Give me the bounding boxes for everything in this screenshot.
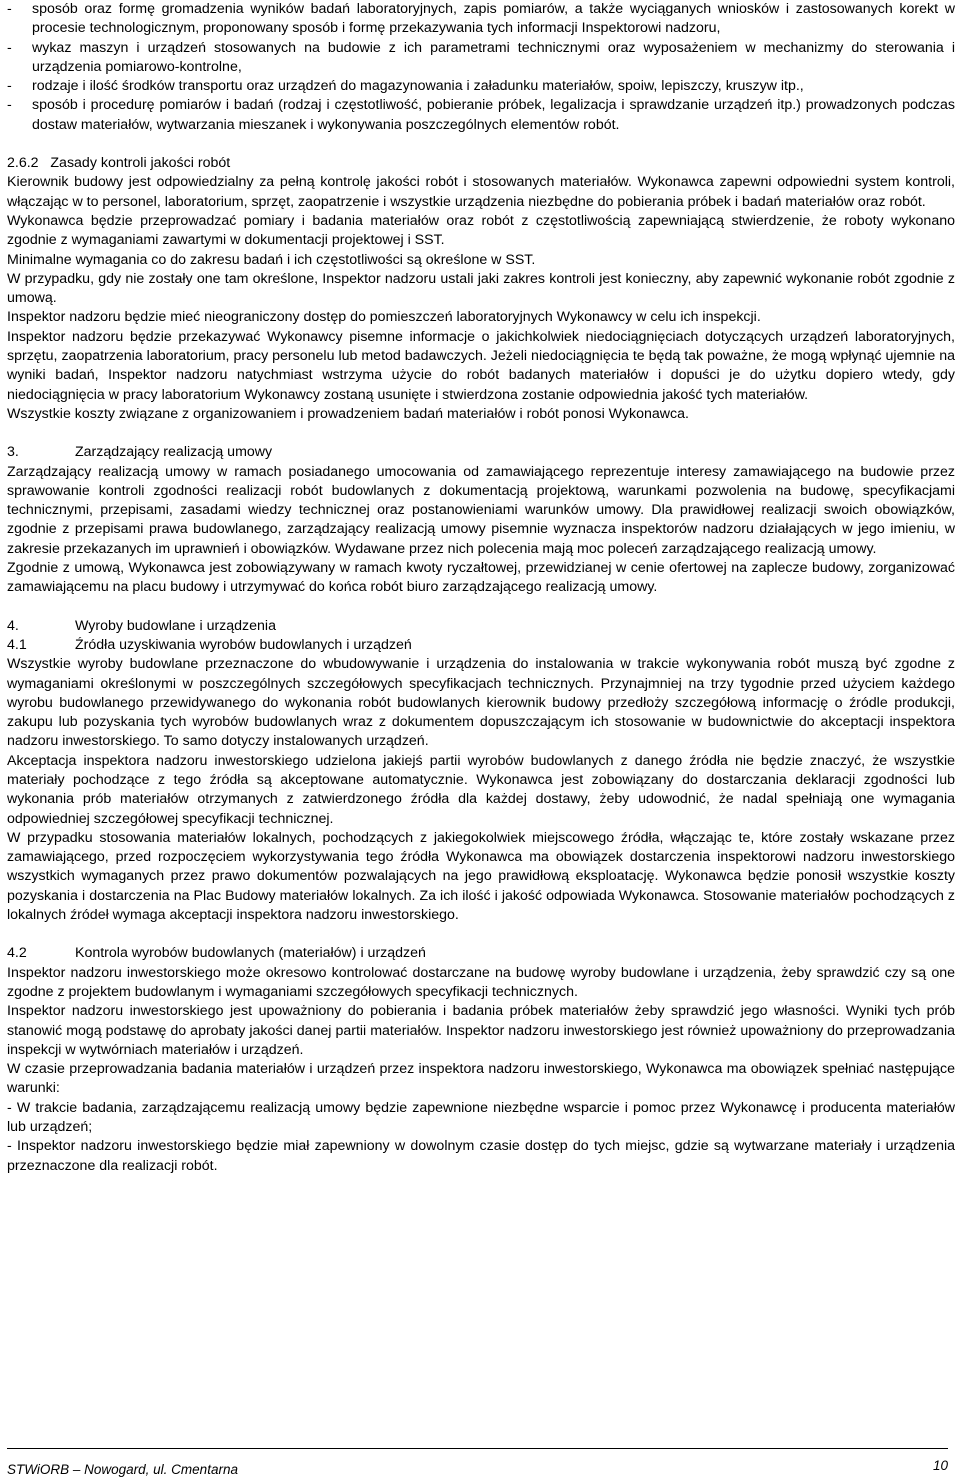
section-number: 4.: [7, 617, 19, 634]
bullet-list: [7, 0, 955, 135]
section-title: Kontrola wyrobów budowlanych (materiałów) i urządzeń: [75, 945, 426, 962]
paragraph: Kierownik budowy jest odpowiedzialny za pełną kontrolę jakości robót i stosowanych materiałów. Wykonawca zapewni odpowiedni system kontroli, włączając w to personel, laboratorium, sprzęt, zaopatrzenie i wszystkie urządzenia niezbędne do pobierania próbek i badań materiałów oraz robót.: [7, 174, 955, 210]
section-title: Zarządzający realizacją umowy: [75, 444, 273, 461]
section-heading-2-6-2: [7, 154, 955, 173]
paragraph: W przypadku, gdy nie zostały one tam określone, Inspektor nadzoru ustali jaki zakres kontroli jest konieczny, aby zapewnić wykonanie robót zgodnie z umową.: [7, 270, 955, 307]
section-title: Źródła uzyskiwania wyrobów budowlanych i urządzeń: [75, 636, 412, 653]
paragraph: Zarządzający realizacją umowy w ramach posiadanego umocowania od zamawiającego reprezentuje interesy zamawiającego na budowie przez sprawowanie kontroli zgodności realizacji robót budowlanych z dokumentacją projektową, warunkami pozwolenia na budowę, specyfikacjami technicznymi, przepisami, zasadami wiedzy technicznej oraz postanowieniami warunków umowy. Dla prawidłowej realizacji swoich obowiązków, zgodnie z przepisami prawa budowlanego, zarządzający realizacją umowy pisemnie wyznacza inspektorów nadzoru działających w jego imieniu, w zakresie przekazanych im uprawnień i obowiązków. Wydawane przez nich polecenia mają moc poleceń zarządzającego realizacją umowy.: [7, 463, 955, 557]
section-number: 4.1: [7, 636, 27, 653]
section-title: Zasady kontroli jakości robót: [50, 155, 231, 172]
section-heading-4-2: [7, 944, 955, 963]
paragraph: - Inspektor nadzoru inwestorskiego będzie miał zapewniony w dowolnym czasie dostęp do tych miejsc, gdzie są wytwarzane materiały i urządzenia przeznaczone dla realizacji robót.: [7, 1138, 955, 1174]
section-number: 4.2: [7, 945, 27, 962]
section-heading-3: [7, 443, 955, 462]
section-title: Wyroby budowlane i urządzenia: [75, 617, 276, 634]
paragraph: Inspektor nadzoru będzie mieć nieograniczony dostęp do pomieszczeń laboratoryjnych Wykonawcy w celu ich inspekcji.: [7, 309, 761, 326]
list-item: - rodzaje i ilość środków transportu oraz urządzeń do magazynowania i załadunku materiałów, spoiw, lepiszczy, kruszyw itp.,: [7, 78, 804, 95]
paragraph: Inspektor nadzoru inwestorskiego jest upoważniony do pobierania i badania próbek materiałów żeby sprawdzić jego własności. Wyniki tych prób stanowić mogą podstawę do aprobaty jakości danej partii materiałów. Inspektor nadzoru inwestorskiego jest również upoważniony do przeprowadzania inspekcji w wytwórniach materiałów i urządzeń.: [7, 1003, 955, 1058]
paragraph: Wykonawca będzie przeprowadzać pomiary i badania materiałów oraz robót z częstotliwością zapewniającą stwierdzenie, że roboty wykonano zgodnie z wymaganiami zawartymi w dokumentacji projektowej i SST.: [7, 212, 955, 249]
paragraph: W czasie przeprowadzania badania materiałów i urządzeń przez inspektora nadzoru inwestorskiego, Wykonawca ma obowiązek spełniać następujące warunki:: [7, 1061, 955, 1097]
list-item: - wykaz maszyn i urządzeń stosowanych na budowie z ich parametrami technicznymi oraz wyposażeniem w mechanizmy do sterowania i urządzenia pomiarowo-kontrolne,: [7, 39, 955, 75]
page-footer: [7, 1448, 948, 1477]
paragraph: W przypadku stosowania materiałów lokalnych, pochodzących z jakiegokolwiek miejscowego źródła, włączając te, które zostały wskazane przez zamawiającego, przed rozpoczęciem wykorzystywania tego źródła Wykonawca ma obowiązek dostarczenia inspektorowi nadzoru inwestorskiego wszystkich wymaganych przez prawo dokumentów pozwalających na jego prawidłową eksploatację. Wykonawca będzie ponosił wszystkie koszty pozyskania i dostarczenia na Plac Budowy materiałów lokalnych. Za ich ilość i jakość odpowiada Wykonawca. Stosowanie materiałów pochodzących z lokalnych źródeł wymaga akceptacji inspektora nadzoru inwestorskiego.: [7, 829, 955, 924]
paragraph: Inspektor nadzoru będzie przekazywać Wykonawcy pisemne informacje o jakichkolwiek niedociągnięciach dotyczących urządzeń laboratoryjnych, sprzętu, zaopatrzenia laboratorium, pracy personelu lub metod badawczych. Jeżeli niedociągnięcia te będą tak poważne, że mogą wpłynąć ujemnie na wyniki badań, Inspektor nadzoru natychmiast wstrzyma użycie do robót badanych materiałów i dopuści je do użytku dopiero wtedy, gdy niedociągnięcia w pracy laboratorium Wykonawcy zostaną usunięte i stwierdzona zostanie odpowiednia jakość tych materiałów.: [7, 328, 955, 403]
page-number: 10: [932, 1458, 948, 1473]
section-heading-4: [7, 617, 955, 636]
document-body: [7, 0, 955, 1176]
section-number: 2.6.2: [7, 155, 39, 172]
footer-divider: [7, 1448, 948, 1449]
list-item: - sposób i procedurę pomiarów i badań (rodzaj i częstotliwość, pobieranie próbek, legalizacja i sprawdzanie urządzeń itp.) prowadzonych podczas dostaw materiałów, wytwarzania mieszanek i wykonywania poszczególnych elementów robót.: [7, 97, 955, 133]
paragraph: Inspektor nadzoru inwestorskiego może okresowo kontrolować dostarczane na budowę wyroby budowlane i urządzenia, żeby sprawdzić czy są one zgodne z projektem budowlanym i wymaganiami szczegółowych specyfikacji technicznych.: [7, 964, 955, 1000]
paragraph: Akceptacja inspektora nadzoru inwestorskiego udzielona jakiejś partii wyrobów budowlanych z danego źródła nie będzie znaczyć, że wszystkie materiały pochodzące z tego źródła są akceptowane automatycznie. Wykonawca jest zobowiązany do dostarczania deklaracji zgodności lub wykonania prób materiałów otrzymanych z zatwierdzonego źródła dla każdej dostawy, żeby udowodnić, że nadal spełniają one wymagania odpowiedniej szczegółowej specyfikacji technicznej.: [7, 752, 955, 827]
paragraph: Zgodnie z umową, Wykonawca jest zobowiązywany w ramach kwoty ryczałtowej, przewidzianej w cenie ofertowej na zaplecze budowy, zorganizować zamawiającemu na placu budowy i utrzymywać do końca robót biuro zarządzającego realizacją umowy.: [7, 560, 955, 596]
paragraph: Minimalne wymagania co do zakresu badań i ich częstotliwości są określone w SST.: [7, 251, 536, 268]
paragraph: - W trakcie badania, zarządzającemu realizacją umowy będzie zapewnione niezbędne wsparcie i pomoc przez Wykonawcę i producenta materiałów lub urządzeń;: [7, 1099, 955, 1136]
list-item: - sposób oraz formę gromadzenia wyników badań laboratoryjnych, zapis pomiarów, a także wyciąganych wniosków i zastosowanych korekt w procesie technologicznym, proponowany sposób i formę przekazywania tych informacji Inspektorowi nadzoru,: [7, 1, 955, 37]
paragraph: Wszystkie wyroby budowlane przeznaczone do wbudowywanie i urządzenia do instalowania w trakcie wykonywania robót muszą być zgodne z wymaganiami określonymi w poszczególnych szczegółowych specyfikacjach technicznych. Przynajmniej na trzy tygodnie przed użyciem każdego wyrobu budowlanego przewidywanego do wykonania robót budowlanych kierownik budowy przedłoży szczegółową informację o źródle produkcji, zakupu lub pozyskania tych wyrobów budowlanych wraz z dokumentem dopuszczającym ich stosowanie w budownictwie do akceptacji inspektora nadzoru inwestorskiego. To samo dotyczy instalowanych urządzeń.: [7, 656, 955, 750]
section-heading-4-1: [7, 636, 955, 655]
paragraph: Wszystkie koszty związane z organizowaniem i prowadzeniem badań materiałów i robót ponosi Wykonawca.: [7, 405, 689, 422]
footer-text: STWiORB – Nowogard, ul. Cmentarna: [7, 1462, 238, 1477]
section-number: 3.: [7, 444, 19, 461]
